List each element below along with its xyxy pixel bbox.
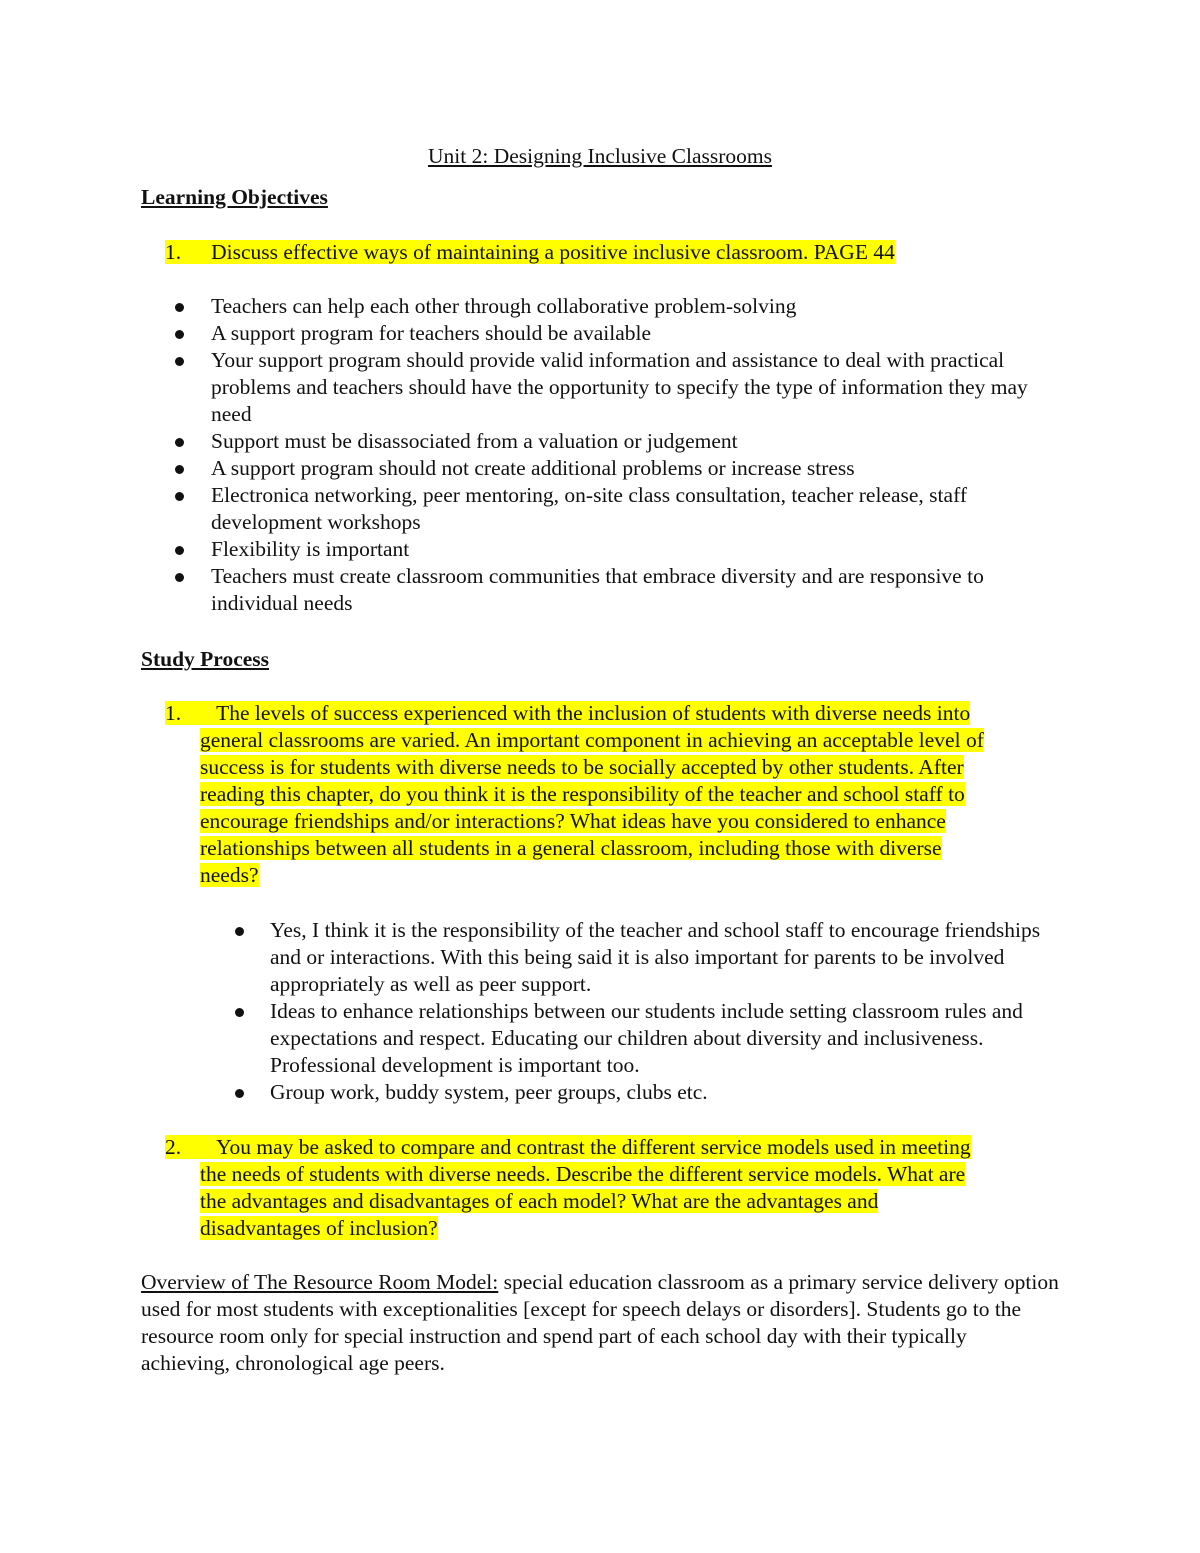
bullet-text: Your support program should provide valid information and assistance to deal with practical problems and teachers should have the opportunity to specify the type of information they may need bbox=[211, 348, 1028, 426]
bullet-text: Teachers must create classroom communities that embrace diversity and are responsive to individual needs bbox=[211, 564, 984, 615]
bullet-item bbox=[270, 1079, 1070, 1106]
bullet-icon bbox=[175, 357, 184, 366]
bullet-icon bbox=[235, 1089, 244, 1098]
bullet-icon bbox=[175, 546, 184, 555]
question-line bbox=[165, 808, 1075, 835]
question-line bbox=[165, 700, 1075, 727]
bullet-text: Flexibility is important bbox=[211, 537, 410, 561]
question-text: general classrooms are varied. An important component in achieving an acceptable level of bbox=[200, 728, 984, 752]
question-text: relationships between all students in a general classroom, including those with diverse bbox=[200, 836, 942, 860]
bullet-icon bbox=[235, 1008, 244, 1017]
objective-bullet-list bbox=[211, 293, 1066, 617]
question-line bbox=[165, 835, 1075, 862]
bullet-icon bbox=[175, 438, 184, 447]
learning-objectives-heading: Learning Objectives bbox=[141, 185, 328, 209]
bullet-text: Yes, I think it is the responsibility of the teacher and school staff to encourage friendships and or interactions. With this being said it is also important for parents to be involved appropriately as well as peer support. bbox=[270, 918, 1041, 996]
question-line bbox=[165, 727, 1075, 754]
question-line bbox=[165, 754, 1075, 781]
objective-item-1-text: Discuss effective ways of maintaining a positive inclusive classroom. PAGE 44 bbox=[211, 240, 895, 264]
overview-text: special education classroom as a primary service delivery option used for most students with exceptionalities [except for speech delays or disorders]. Students go to the resource room only for special instruction and spend part of each school day with their typically achieving, chronological age peers. bbox=[141, 1270, 1059, 1375]
bullet-icon bbox=[175, 330, 184, 339]
bullet-icon bbox=[175, 492, 184, 501]
question-text: success is for students with diverse needs to be socially accepted by other students. After bbox=[200, 755, 964, 779]
question-line bbox=[165, 1134, 1075, 1161]
question-line bbox=[165, 1188, 1075, 1215]
bullet-text: Teachers can help each other through collaborative problem-solving bbox=[211, 294, 797, 318]
question-text: You may be asked to compare and contrast the different service models used in meeting bbox=[216, 1135, 971, 1159]
question-number: 1. bbox=[165, 701, 182, 725]
bullet-text: A support program for teachers should be available bbox=[211, 321, 652, 345]
objective-item-1 bbox=[165, 239, 1065, 266]
bullet-item bbox=[211, 482, 1066, 536]
overview-label: Overview of The Resource Room Model: bbox=[141, 1270, 499, 1294]
bullet-text: Group work, buddy system, peer groups, clubs etc. bbox=[270, 1080, 708, 1104]
question-text: disadvantages of inclusion? bbox=[200, 1216, 438, 1240]
bullet-text: Electronica networking, peer mentoring, on-site class consultation, teacher release, staff development workshops bbox=[211, 483, 967, 534]
question-text: needs? bbox=[200, 863, 259, 887]
study-process-heading: Study Process bbox=[141, 647, 270, 671]
bullet-icon bbox=[235, 927, 244, 936]
study-question-1 bbox=[165, 700, 1075, 889]
question-text: encourage friendships and/or interactions? What ideas have you considered to enhance bbox=[200, 809, 946, 833]
question-1-answer-list bbox=[270, 917, 1070, 1106]
question-number: 2. bbox=[165, 1135, 182, 1159]
question-line bbox=[165, 862, 1075, 889]
question-text: the advantages and disadvantages of each model? What are the advantages and bbox=[200, 1189, 879, 1213]
question-text: The levels of success experienced with the inclusion of students with diverse needs into bbox=[216, 701, 971, 725]
resource-room-overview bbox=[141, 1269, 1061, 1377]
question-text: the needs of students with diverse needs. Describe the different service models. What are bbox=[200, 1162, 966, 1186]
bullet-item bbox=[211, 320, 1066, 347]
bullet-item bbox=[211, 563, 1066, 617]
question-line bbox=[165, 1215, 1075, 1242]
objective-item-1-number: 1. bbox=[165, 240, 182, 264]
bullet-item bbox=[270, 998, 1070, 1079]
bullet-item bbox=[211, 428, 1066, 455]
bullet-icon bbox=[175, 303, 184, 312]
bullet-item bbox=[211, 536, 1066, 563]
question-line bbox=[165, 781, 1075, 808]
bullet-text: Ideas to enhance relationships between our students include setting classroom rules and expectations and respect. Educating our children about diversity and inclusiveness. Professional development is important too. bbox=[270, 999, 1023, 1077]
bullet-icon bbox=[175, 573, 184, 582]
question-text: reading this chapter, do you think it is the responsibility of the teacher and school staff to bbox=[200, 782, 965, 806]
question-line bbox=[165, 1161, 1075, 1188]
bullet-item bbox=[211, 293, 1066, 320]
bullet-icon bbox=[175, 465, 184, 474]
bullet-text: Support must be disassociated from a valuation or judgement bbox=[211, 429, 738, 453]
document-title: Unit 2: Designing Inclusive Classrooms bbox=[428, 144, 772, 168]
bullet-item bbox=[270, 917, 1070, 998]
bullet-item bbox=[211, 347, 1066, 428]
bullet-item bbox=[211, 455, 1066, 482]
bullet-text: A support program should not create additional problems or increase stress bbox=[211, 456, 855, 480]
study-question-2 bbox=[165, 1134, 1075, 1242]
